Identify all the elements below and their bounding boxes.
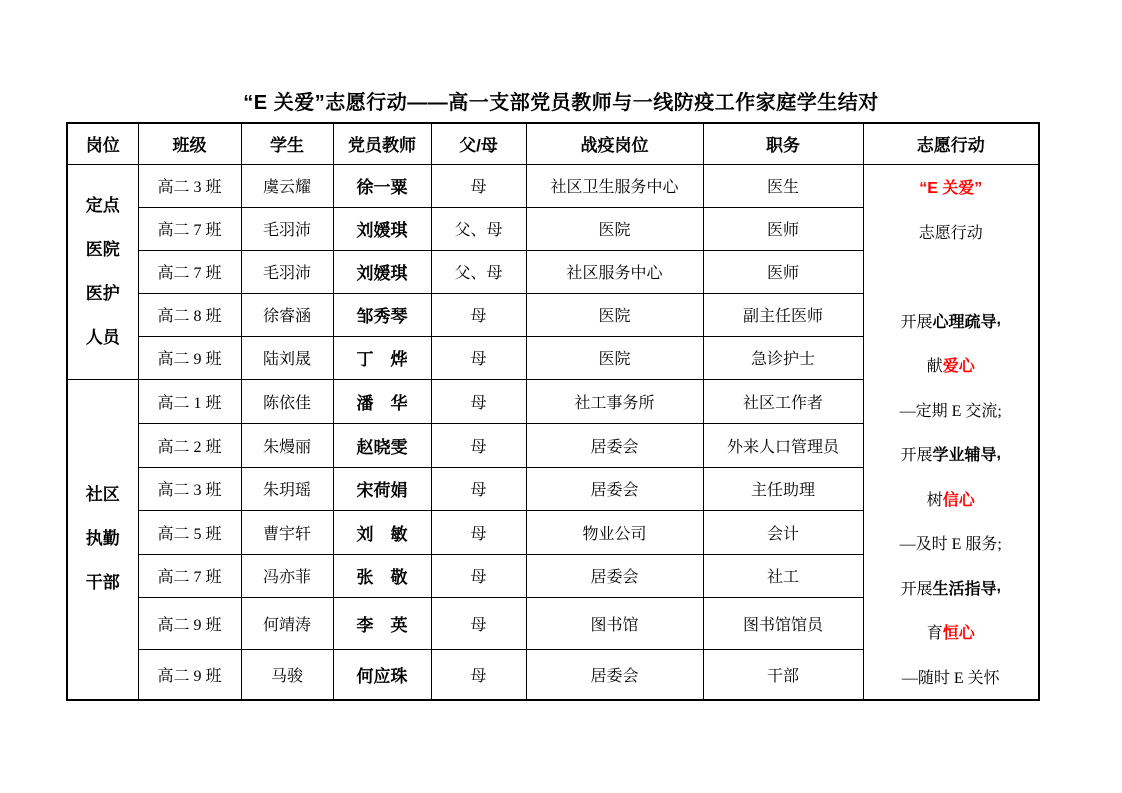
- cell-teacher: 宋荷娟: [333, 467, 431, 510]
- cell-duty: 主任助理: [703, 467, 863, 510]
- cell-student: 毛羽沛: [241, 250, 333, 293]
- cell-post: 社区卫生服务中心: [526, 164, 703, 207]
- cell-teacher: 丁 烨: [333, 336, 431, 379]
- col-header-class: 班级: [138, 123, 241, 164]
- va-segment: ,: [996, 311, 1001, 329]
- cell-post: 居委会: [526, 649, 703, 700]
- cell-post: 医院: [526, 336, 703, 379]
- cell-post: 物业公司: [526, 510, 703, 554]
- cell-class: 高二 5 班: [138, 510, 241, 554]
- va-segment: 信心: [942, 491, 975, 509]
- cell-student: 陆刘晟: [241, 336, 333, 379]
- table-row: [67, 164, 1039, 207]
- cell-student: 朱玥瑶: [241, 467, 333, 510]
- va-segment: ,: [996, 578, 1001, 596]
- group-label-line: 干部: [85, 573, 120, 593]
- va-segment: 心理疏导: [932, 313, 997, 331]
- va-segment: 开展: [900, 580, 933, 598]
- cell-student: 曹宇轩: [241, 510, 333, 554]
- header-row: [67, 123, 1039, 164]
- cell-class: 高二 7 班: [138, 554, 241, 597]
- col-header-action: 志愿行动: [863, 123, 1039, 164]
- cell-parent: 母: [431, 554, 526, 597]
- cell-post: 社工事务所: [526, 379, 703, 423]
- col-header-post: 战疫岗位: [526, 123, 703, 164]
- cell-parent: 母: [431, 164, 526, 207]
- col-header-teacher: 党员教师: [333, 123, 431, 164]
- va-line: [864, 610, 1039, 655]
- cell-duty: 医师: [703, 207, 863, 250]
- cell-class: 高二 7 班: [138, 207, 241, 250]
- va-segment: 爱心: [942, 358, 975, 376]
- cell-post: 图书馆: [526, 597, 703, 649]
- cell-student: 何靖涛: [241, 597, 333, 649]
- cell-duty: 外来人口管理员: [703, 423, 863, 467]
- va-line: [864, 387, 1039, 432]
- cell-class: 高二 1 班: [138, 379, 241, 423]
- va-line: [864, 209, 1039, 254]
- va-segment: 学业辅导: [932, 447, 997, 465]
- cell-post: 居委会: [526, 423, 703, 467]
- cell-class: 高二 9 班: [138, 649, 241, 700]
- va-segment: —及时 E 服务;: [899, 536, 1002, 554]
- group-label-line: 定点: [85, 195, 120, 215]
- cell-duty: 社区工作者: [703, 379, 863, 423]
- table-header: [67, 123, 1039, 164]
- cell-post: 社区服务中心: [526, 250, 703, 293]
- cell-parent: 母: [431, 379, 526, 423]
- va-segment: —定期 E 交流;: [899, 402, 1002, 420]
- pairing-table: [66, 122, 1040, 701]
- cell-duty: 干部: [703, 649, 863, 700]
- cell-parent: 母: [431, 336, 526, 379]
- cell-class: 高二 9 班: [138, 336, 241, 379]
- cell-duty: 医师: [703, 250, 863, 293]
- cell-parent: 母: [431, 423, 526, 467]
- col-header-student: 学生: [241, 123, 333, 164]
- cell-student: 陈依佳: [241, 379, 333, 423]
- va-segment: 开展: [900, 313, 933, 331]
- cell-teacher: 刘媛琪: [333, 250, 431, 293]
- cell-student: 毛羽沛: [241, 207, 333, 250]
- va-line: [864, 565, 1039, 610]
- group-label-cell: [67, 164, 138, 379]
- cell-teacher: 刘 敏: [333, 510, 431, 554]
- cell-teacher: 徐一粟: [333, 164, 431, 207]
- group-label-line: 医院: [85, 239, 120, 259]
- cell-teacher: 张 敬: [333, 554, 431, 597]
- cell-teacher: 刘媛琪: [333, 207, 431, 250]
- cell-parent: 母: [431, 293, 526, 336]
- cell-parent: 母: [431, 597, 526, 649]
- cell-class: 高二 2 班: [138, 423, 241, 467]
- va-segment: 树: [926, 491, 943, 509]
- va-line: [864, 254, 1039, 299]
- volunteer-action-cell: [863, 164, 1039, 700]
- cell-parent: 母: [431, 649, 526, 700]
- col-header-parent: 父/母: [431, 123, 526, 164]
- page-title: “E 关爱”志愿行动——高一支部党员教师与一线防疫工作家庭学生结对: [243, 92, 879, 114]
- cell-student: 虞云耀: [241, 164, 333, 207]
- table-body: [67, 164, 1039, 700]
- cell-duty: 副主任医师: [703, 293, 863, 336]
- volunteer-action-content: [864, 165, 1039, 699]
- cell-duty: 图书馆馆员: [703, 597, 863, 649]
- va-segment: 育: [926, 625, 943, 643]
- cell-parent: 父、母: [431, 207, 526, 250]
- col-header-duty: 职务: [703, 123, 863, 164]
- va-segment: 开展: [900, 447, 933, 465]
- va-segment: —随时 E 关怀: [901, 669, 1000, 687]
- cell-parent: 父、母: [431, 250, 526, 293]
- cell-post: 医院: [526, 207, 703, 250]
- group-label-line: 执勤: [85, 529, 120, 549]
- cell-student: 徐睿涵: [241, 293, 333, 336]
- va-segment: 献: [926, 358, 943, 376]
- group-label-line: 社区: [85, 485, 120, 505]
- va-line: [864, 343, 1039, 388]
- cell-duty: 医生: [703, 164, 863, 207]
- cell-parent: 母: [431, 510, 526, 554]
- cell-post: 居委会: [526, 467, 703, 510]
- group-label-line: 人员: [85, 327, 120, 347]
- cell-teacher: 赵晓雯: [333, 423, 431, 467]
- cell-teacher: 何应珠: [333, 649, 431, 700]
- cell-teacher: 潘 华: [333, 379, 431, 423]
- va-line: [864, 432, 1039, 477]
- va-line: [864, 298, 1039, 343]
- cell-duty: 会计: [703, 510, 863, 554]
- cell-class: 高二 7 班: [138, 250, 241, 293]
- cell-class: 高二 9 班: [138, 597, 241, 649]
- cell-teacher: 李 英: [333, 597, 431, 649]
- va-segment: 恒心: [942, 625, 975, 643]
- va-line: [864, 654, 1039, 699]
- group-label-line: 医护: [85, 283, 120, 303]
- cell-duty: 急诊护士: [703, 336, 863, 379]
- va-line: [864, 521, 1039, 566]
- col-header-position: 岗位: [67, 123, 138, 164]
- cell-class: 高二 8 班: [138, 293, 241, 336]
- va-segment: “E 关爱”: [919, 180, 983, 198]
- group-label-cell: [67, 379, 138, 700]
- va-line: [864, 476, 1039, 521]
- cell-class: 高二 3 班: [138, 467, 241, 510]
- cell-post: 医院: [526, 293, 703, 336]
- cell-class: 高二 3 班: [138, 164, 241, 207]
- va-segment: 志愿行动: [918, 224, 983, 242]
- cell-student: 朱熳丽: [241, 423, 333, 467]
- cell-student: 冯亦菲: [241, 554, 333, 597]
- cell-teacher: 邹秀琴: [333, 293, 431, 336]
- cell-student: 马骏: [241, 649, 333, 700]
- cell-parent: 母: [431, 467, 526, 510]
- va-segment: ,: [996, 444, 1001, 462]
- cell-post: 居委会: [526, 554, 703, 597]
- va-segment: 生活指导: [932, 580, 997, 598]
- pairing-table-wrap: [66, 122, 1040, 701]
- cell-duty: 社工: [703, 554, 863, 597]
- va-line: [864, 165, 1039, 210]
